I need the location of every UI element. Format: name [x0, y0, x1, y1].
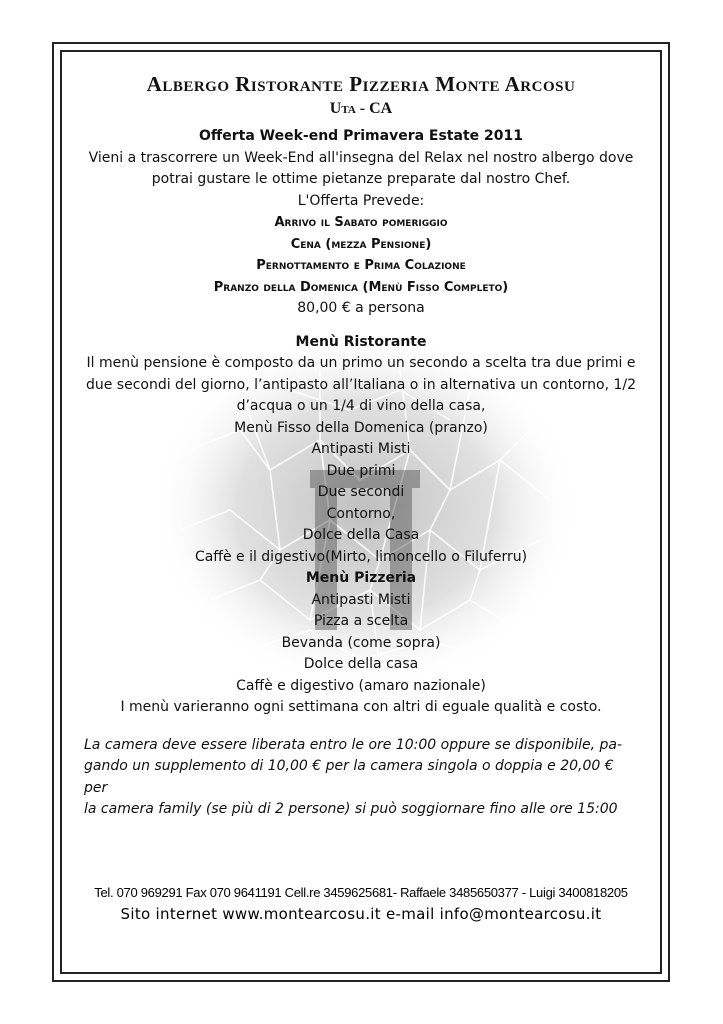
pizzeria-course: Bevanda (come sopra): [281, 634, 441, 651]
website-email: Sito internet www.montearcosu.it e-mail info@montearcosu.it: [120, 905, 602, 923]
offer-includes-label: L'Offerta Prevede:: [297, 192, 425, 209]
offer-item: Pernottamento e Prima Colazione: [256, 258, 466, 273]
offer-title: Offerta Week-end Primavera Estate 2011: [199, 128, 523, 144]
restaurant-description-line: due secondi del giorno, l’antipasto all’Italiana o in alternativa un contorno, 1/2: [85, 376, 637, 393]
menu-variation-note: I menù varieranno ogni settimana con altri di eguale qualità e costo.: [120, 699, 602, 715]
location: Uta - CA: [329, 100, 393, 117]
pizzeria-course: Dolce della casa: [303, 656, 419, 672]
offer-intro-line: potrai gustare le ottime pietanze preparate dal nostro Chef.: [151, 171, 571, 187]
pizzeria-menu-title: Menù Pizzeria: [305, 570, 417, 586]
hotel-title: Albergo Ristorante Pizzeria Monte Arcosu: [146, 72, 576, 96]
offer-item: Cena (mezza Pensione): [290, 236, 432, 252]
room-note-line: La camera deve essere liberata entro le ore 10:00 oppure se disponibile, pa-: [84, 736, 623, 753]
contacts-footer: [62, 882, 660, 924]
offer-intro-line: Vieni a trascorrere un Week-End all'insegna del Relax nel nostro albergo dove: [88, 149, 634, 166]
restaurant-course: Contorno,: [326, 505, 396, 522]
restaurant-description-line: Il menù pensione è composto da un primo un secondo a scelta tra due primi e: [86, 355, 636, 371]
offer-content: [62, 70, 660, 821]
offer-price: 80,00 € a persona: [297, 300, 425, 316]
room-note-line: la camera family (se più di 2 persone) si può soggiornare fino alle ore 15:00: [84, 801, 618, 817]
pizzeria-course: Antipasti Misti: [311, 591, 411, 608]
restaurant-course: Due primi: [326, 462, 396, 479]
room-note-line: gando un supplemento di 10,00 € per la camera singola o doppia e 20,00 € per: [84, 758, 614, 796]
restaurant-description-line: d’acqua o un 1/4 di vino della casa,: [236, 398, 486, 414]
restaurant-course: Caffè e il digestivo(Mirto, limoncello o Filuferru): [194, 548, 528, 565]
restaurant-course: Due secondi: [317, 484, 405, 500]
restaurant-menu-title: Menù Ristorante: [295, 333, 427, 350]
sunday-menu-label: Menù Fisso della Domenica (pranzo): [234, 419, 488, 436]
restaurant-course: Dolce della Casa: [302, 527, 420, 543]
pizzeria-course: Caffè e digestivo (amaro nazionale): [236, 677, 486, 694]
offer-item: Arrivo il Sabato pomeriggio: [274, 215, 448, 230]
room-checkout-note: [62, 735, 660, 821]
offer-item: Pranzo della Domenica (Menù Fisso Completo): [213, 279, 509, 295]
pizzeria-course: Pizza a scelta: [313, 613, 409, 629]
restaurant-course: Antipasti Misti: [311, 441, 411, 457]
phone-numbers: Tel. 070 969291 Fax 070 9641191 Cell.re 3459625681- Raffaele 3485650377 - Luigi 3400818205: [94, 885, 628, 900]
